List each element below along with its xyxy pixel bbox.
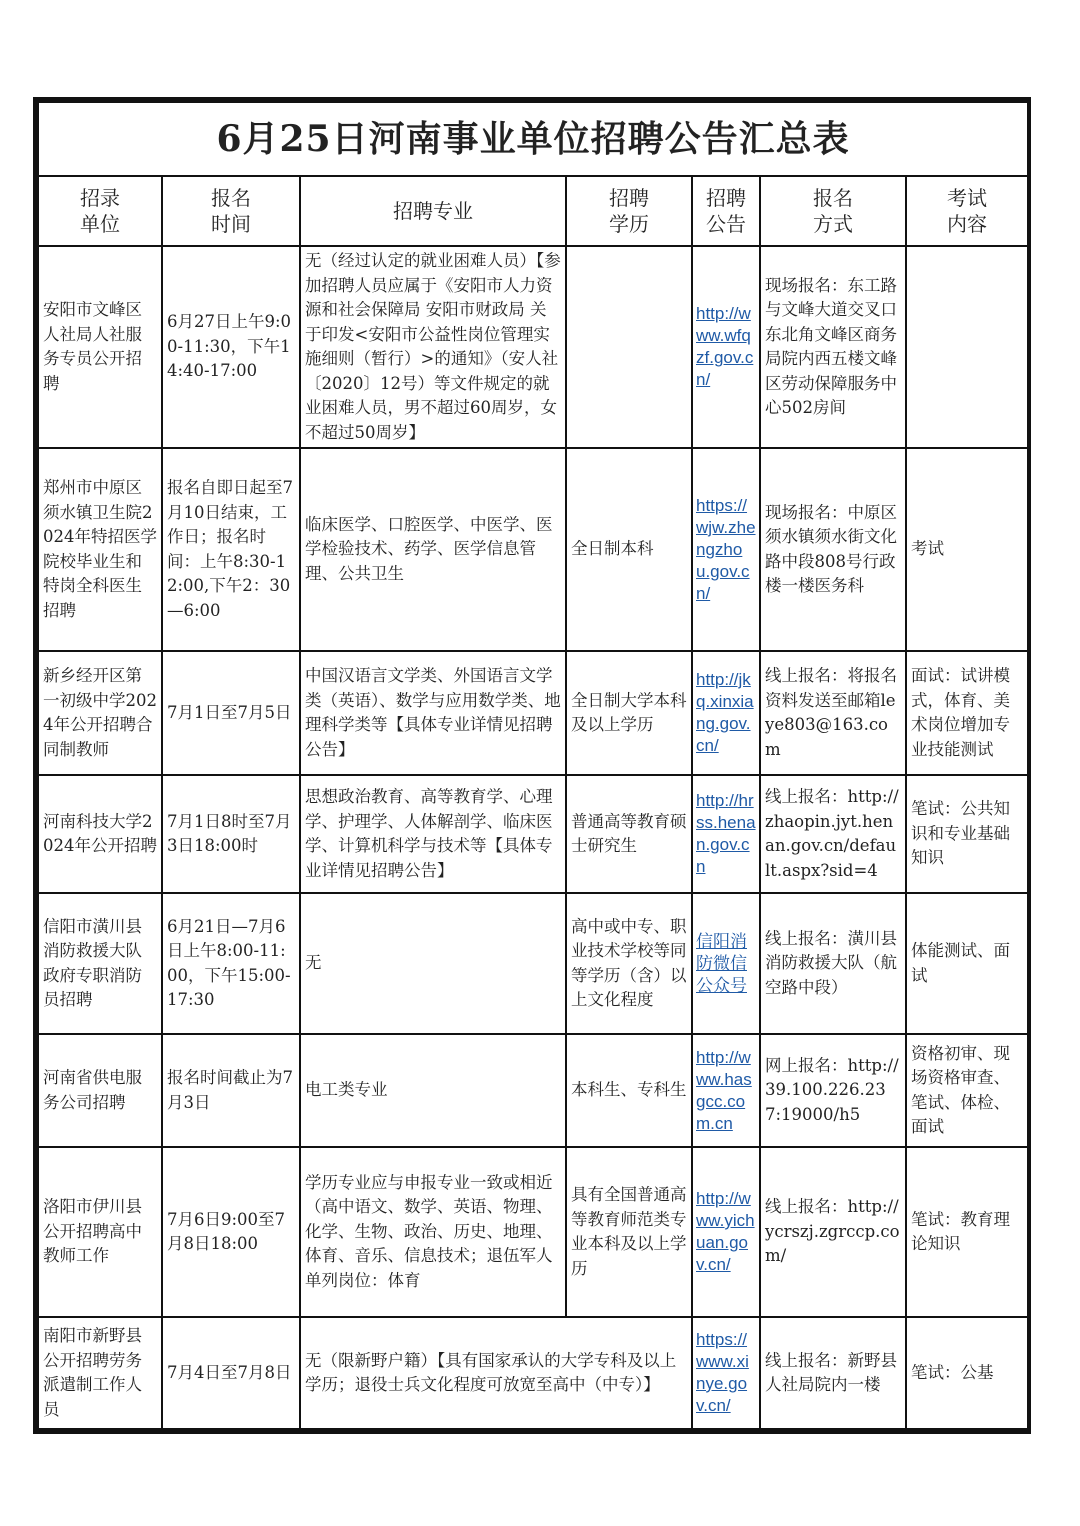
unit-cell: 河南科技大学2024年公开招聘	[38, 775, 162, 893]
notice-link[interactable]: http://www.yichuan.gov.cn/	[692, 1147, 760, 1317]
notice-link[interactable]: http://www.wfqzf.gov.cn/	[692, 246, 760, 448]
method-cell: 现场报名：东工路与文峰大道交叉口东北角文峰区商务局院内西五楼文峰区劳动保障服务中心502房间	[760, 246, 906, 448]
table-row	[38, 651, 1028, 775]
time-cell: 7月6日9:00至7月8日18:00	[162, 1147, 300, 1317]
exam-cell	[906, 246, 1028, 448]
method-cell: 线上报名：新野县人社局院内一楼	[760, 1317, 906, 1429]
notice-link[interactable]: http://www.hasgcc.com.cn	[692, 1034, 760, 1147]
major-cell: 中国汉语言文学类、外国语言文学类（英语）、数学与应用数学类、地理科学类等【具体专业详情见招聘公告】	[300, 651, 566, 775]
notice-link[interactable]: http://hrss.henan.gov.cn	[692, 775, 760, 893]
method-cell: 现场报名：中原区须水镇须水街文化路中段808号行政楼一楼医务科	[760, 448, 906, 651]
method-cell: 网上报名：http://39.100.226.237:19000/h5	[760, 1034, 906, 1147]
unit-cell: 郑州市中原区须水镇卫生院2024年特招医学院校毕业生和特岗全科医生招聘	[38, 448, 162, 651]
major-cell: 思想政治教育、高等教育学、心理学、护理学、人体解剖学、临床医学、计算机科学与技术等【具体专业详情见招聘公告】	[300, 775, 566, 893]
time-cell: 6月27日上午9:00-11:30，下午14:40-17:00	[162, 246, 300, 448]
method-cell: 线上报名：http://zhaopin.jyt.henan.gov.cn/default.aspx?sid=4	[760, 775, 906, 893]
time-cell: 6月21日—7月6日上午8:00-11:00，下午15:00-17:30	[162, 893, 300, 1034]
major-cell: 无（经过认定的就业困难人员）【参加招聘人员应属于《安阳市人力资源和社会保障局 安阳市财政局 关于印发<安阳市公益性岗位管理实施细则（暂行）>的通知》（安人社〔2020〕12号）等文件规定的就业困难人员，男不超过60周岁，女不超过50周岁】	[300, 246, 566, 448]
table-row	[38, 775, 1028, 893]
major-cell: 电工类专业	[300, 1034, 566, 1147]
education-cell: 普通高等教育硕士研究生	[566, 775, 692, 893]
table-row	[38, 246, 1028, 448]
time-cell: 7月4日至7月8日	[162, 1317, 300, 1429]
exam-cell: 考试	[906, 448, 1028, 651]
time-cell: 报名自即日起至7月10日结束，工作日；报名时间：上午8:30-12:00,下午2：30—6:00	[162, 448, 300, 651]
header-notice: 招聘 公告	[692, 176, 760, 246]
unit-cell: 洛阳市伊川县公开招聘高中教师工作	[38, 1147, 162, 1317]
major-cell: 学历专业应与申报专业一致或相近（高中语文、数学、英语、物理、化学、生物、政治、历史、地理、体育、音乐、信息技术；退伍军人单列岗位：体育	[300, 1147, 566, 1317]
unit-cell: 安阳市文峰区人社局人社服务专员公开招聘	[38, 246, 162, 448]
table-title: 6月25日河南事业单位招聘公告汇总表	[38, 102, 1028, 176]
table-row	[38, 1147, 1028, 1317]
notice-link[interactable]: https://www.xinye.gov.cn/	[692, 1317, 760, 1429]
time-cell: 7月1日至7月5日	[162, 651, 300, 775]
education-cell: 全日制大学本科及以上学历	[566, 651, 692, 775]
unit-cell: 南阳市新野县公开招聘劳务派遣制工作人员	[38, 1317, 162, 1429]
method-cell: 线上报名：将报名资料发送至邮箱leye803@163.com	[760, 651, 906, 775]
table-row	[38, 893, 1028, 1034]
time-cell: 报名时间截止为7月3日	[162, 1034, 300, 1147]
major-cell: 临床医学、口腔医学、中医学、医学检验技术、药学、医学信息管理、公共卫生	[300, 448, 566, 651]
header-education: 招聘 学历	[566, 176, 692, 246]
method-cell: 线上报名：潢川县消防救援大队（航空路中段）	[760, 893, 906, 1034]
table-row	[38, 1317, 1028, 1429]
education-cell: 高中或中专、职业技术学校等同等学历（含）以上文化程度	[566, 893, 692, 1034]
major-cell: 无（限新野户籍）【具有国家承认的大学专科及以上学历；退役士兵文化程度可放宽至高中（中专）】	[300, 1317, 692, 1429]
education-cell: 本科生、专科生	[566, 1034, 692, 1147]
header-unit: 招录 单位	[38, 176, 162, 246]
table-row	[38, 448, 1028, 651]
recruitment-summary-sheet	[33, 97, 1031, 1434]
time-cell: 7月1日8时至7月3日18:00时	[162, 775, 300, 893]
header-method: 报名 方式	[760, 176, 906, 246]
method-cell: 线上报名：http://ycrszj.zgrccp.com/	[760, 1147, 906, 1317]
header-time: 报名 时间	[162, 176, 300, 246]
exam-cell: 笔试：教育理论知识	[906, 1147, 1028, 1317]
unit-cell: 信阳市潢川县消防救援大队政府专职消防员招聘	[38, 893, 162, 1034]
exam-cell: 体能测试、面试	[906, 893, 1028, 1034]
notice-link[interactable]: 信阳消防微信公众号	[692, 893, 760, 1034]
header-exam: 考试 内容	[906, 176, 1028, 246]
exam-cell: 笔试：公基	[906, 1317, 1028, 1429]
table-row	[38, 1034, 1028, 1147]
exam-cell: 面试：试讲模式，体育、美术岗位增加专业技能测试	[906, 651, 1028, 775]
major-cell: 无	[300, 893, 566, 1034]
summary-table	[37, 101, 1029, 1430]
unit-cell: 新乡经开区第一初级中学2024年公开招聘合同制教师	[38, 651, 162, 775]
education-cell: 全日制本科	[566, 448, 692, 651]
notice-link[interactable]: https://wjw.zhengzhou.gov.cn/	[692, 448, 760, 651]
notice-link[interactable]: http://jkq.xinxiang.gov.cn/	[692, 651, 760, 775]
header-row	[38, 176, 1028, 246]
unit-cell: 河南省供电服务公司招聘	[38, 1034, 162, 1147]
education-cell: 具有全国普通高等教育师范类专业本科及以上学历	[566, 1147, 692, 1317]
exam-cell: 笔试：公共知识和专业基础知识	[906, 775, 1028, 893]
header-major: 招聘专业	[300, 176, 566, 246]
education-cell	[566, 246, 692, 448]
exam-cell: 资格初审、现场资格审查、笔试、体检、面试	[906, 1034, 1028, 1147]
